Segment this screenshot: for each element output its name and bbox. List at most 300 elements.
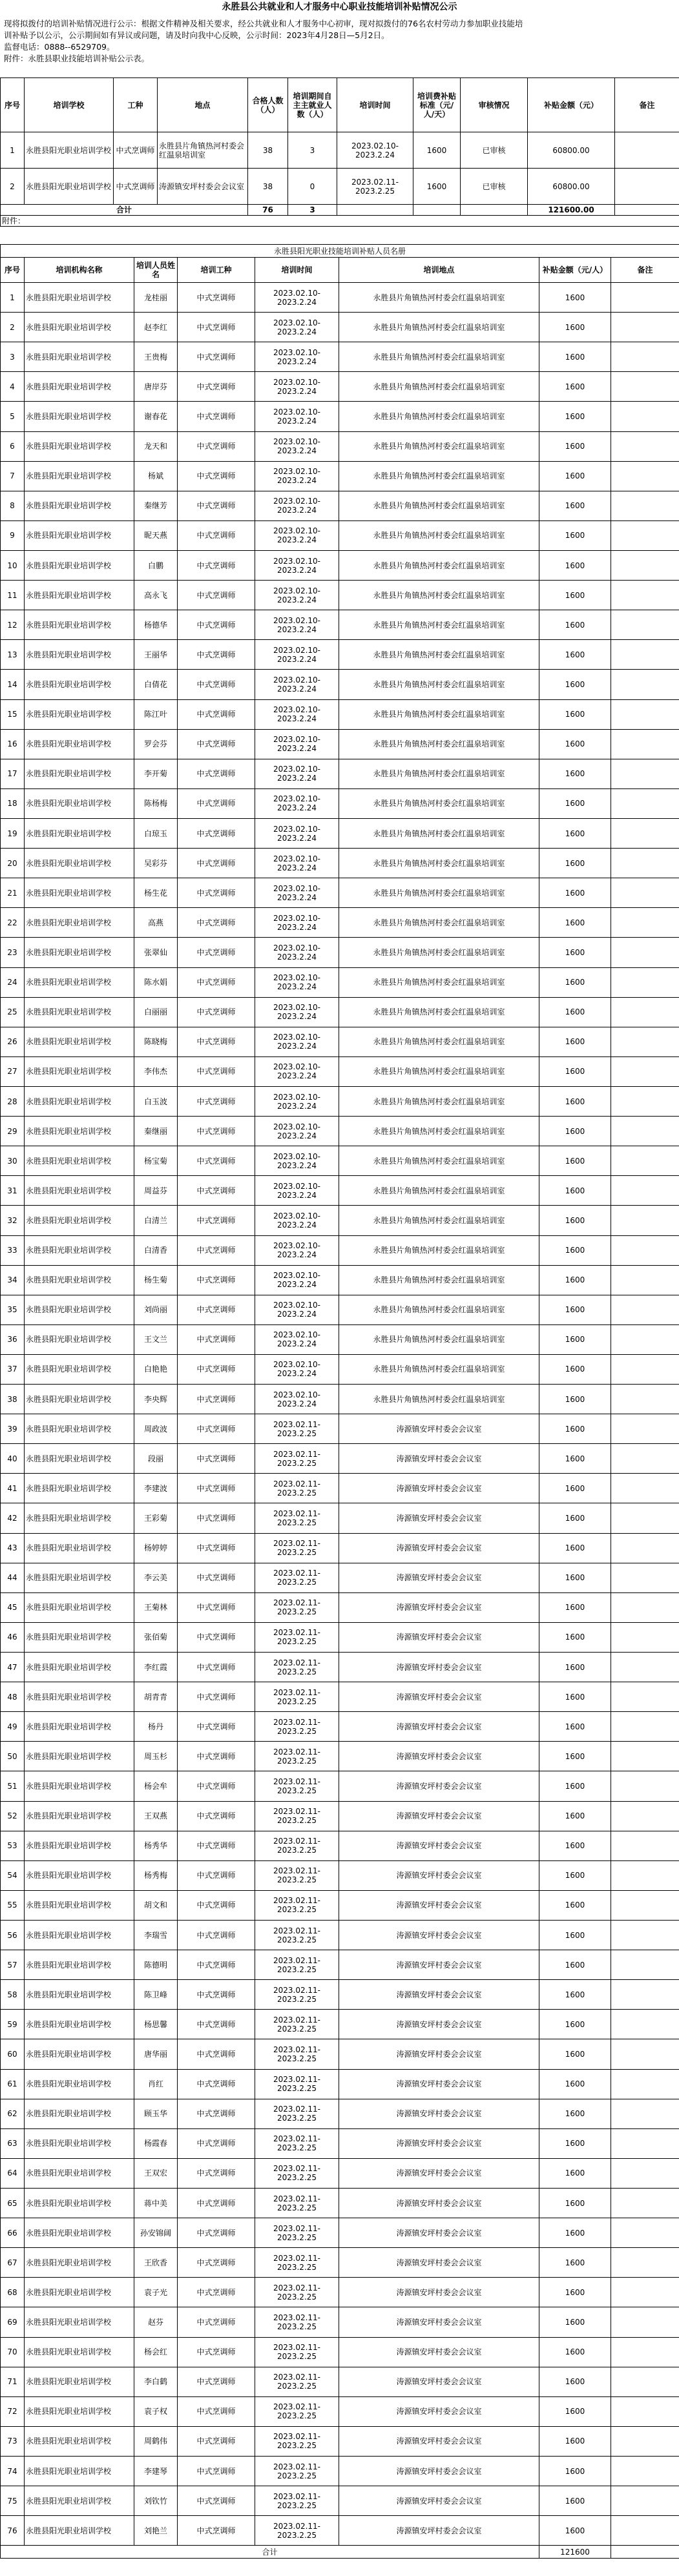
row-number: 66 bbox=[1, 2218, 25, 2248]
training-period: 2023.02.10-2023.2.24 bbox=[255, 610, 339, 640]
column-header: 补贴金额（元） bbox=[528, 78, 615, 132]
training-period: 2023.02.10-2023.2.24 bbox=[255, 849, 339, 878]
remark bbox=[611, 2367, 679, 2396]
table-row bbox=[1, 461, 679, 491]
training-location: 永胜县片角镇热河村委会红温泉培训室 bbox=[339, 520, 539, 550]
remark bbox=[611, 818, 679, 848]
subsidy-amount: 1600 bbox=[539, 759, 611, 788]
row-number: 41 bbox=[1, 1474, 25, 1503]
trade: 中式烹调师 bbox=[178, 908, 255, 938]
subsidy-amount: 1600 bbox=[539, 610, 611, 640]
table-row bbox=[1, 849, 679, 878]
trade: 中式烹调师 bbox=[178, 1712, 255, 1742]
subsidy-amount: 1600 bbox=[539, 520, 611, 550]
trade: 中式烹调师 bbox=[178, 2158, 255, 2188]
table-header-row bbox=[1, 258, 679, 283]
training-period: 2023.02.11-2023.2.25 bbox=[255, 1921, 339, 1950]
remark bbox=[611, 849, 679, 878]
trainee-name: 孙安锦阔 bbox=[134, 2218, 178, 2248]
training-location: 永胜县片角镇热河村委会红温泉培训室 bbox=[339, 997, 539, 1027]
remark bbox=[611, 2248, 679, 2278]
training-location: 永胜县片角镇热河村委会红温泉培训室 bbox=[339, 1086, 539, 1116]
remark bbox=[611, 1176, 679, 1206]
trainee-name: 陈江叶 bbox=[134, 699, 178, 729]
school-name: 永胜县阳光职业培训学校 bbox=[25, 1950, 134, 1980]
school-name: 永胜县阳光职业培训学校 bbox=[25, 1801, 134, 1831]
remark bbox=[611, 1235, 679, 1265]
training-period: 2023.02.11-2023.2.25 bbox=[255, 1503, 339, 1533]
table-row bbox=[1, 818, 679, 848]
table-row bbox=[1, 2069, 679, 2099]
table-row bbox=[1, 788, 679, 818]
trainee-name: 王双燕 bbox=[134, 1801, 178, 1831]
row-number: 75 bbox=[1, 2486, 25, 2516]
column-header: 培训工种 bbox=[178, 258, 255, 283]
column-header: 培训费补贴标准（元/人/天） bbox=[413, 78, 461, 132]
trade: 中式烹调师 bbox=[178, 1563, 255, 1592]
row-number: 70 bbox=[1, 2337, 25, 2367]
subsidy-amount: 1600 bbox=[539, 849, 611, 878]
school-name: 永胜县阳光职业培训学校 bbox=[25, 2218, 134, 2248]
training-period: 2023.02.11-2023.2.25 bbox=[255, 2396, 339, 2426]
trainee-name: 谢春花 bbox=[134, 402, 178, 431]
subsidy-amount: 1600 bbox=[539, 699, 611, 729]
training-location: 涛源镇安坪村委会会议室 bbox=[339, 1950, 539, 1980]
table-cell: 0 bbox=[288, 169, 337, 205]
school-name: 永胜县阳光职业培训学校 bbox=[25, 313, 134, 342]
subsidy-amount: 1600 bbox=[539, 2337, 611, 2367]
training-period: 2023.02.10-2023.2.24 bbox=[255, 1235, 339, 1265]
training-period: 2023.02.11-2023.2.25 bbox=[255, 1890, 339, 1920]
trainee-name: 王双宏 bbox=[134, 2158, 178, 2188]
school-name: 永胜县阳光职业培训学校 bbox=[25, 342, 134, 372]
school-name: 永胜县阳光职业培训学校 bbox=[25, 818, 134, 848]
training-period: 2023.02.11-2023.2.25 bbox=[255, 2039, 339, 2069]
training-location: 涛源镇安坪村委会会议室 bbox=[339, 2516, 539, 2546]
training-location: 涛源镇安坪村委会会议室 bbox=[339, 1771, 539, 1801]
school-name: 永胜县阳光职业培训学校 bbox=[25, 2158, 134, 2188]
row-number: 7 bbox=[1, 461, 25, 491]
training-period: 2023.02.11-2023.2.25 bbox=[255, 1980, 339, 2010]
training-location: 永胜县片角镇热河村委会红温泉培训室 bbox=[339, 1235, 539, 1265]
table-row bbox=[1, 1771, 679, 1801]
table-header-row bbox=[1, 78, 679, 132]
school-name: 永胜县阳光职业培训学校 bbox=[25, 729, 134, 759]
row-number: 46 bbox=[1, 1622, 25, 1652]
trade: 中式烹调师 bbox=[178, 759, 255, 788]
trainee-name: 李云美 bbox=[134, 1563, 178, 1592]
table-row bbox=[1, 1622, 679, 1652]
remark bbox=[611, 729, 679, 759]
school-name: 永胜县阳光职业培训学校 bbox=[25, 610, 134, 640]
row-number: 38 bbox=[1, 1385, 25, 1414]
trade: 中式烹调师 bbox=[178, 1444, 255, 1474]
row-number: 62 bbox=[1, 2099, 25, 2128]
training-location: 涛源镇安坪村委会会议室 bbox=[339, 2248, 539, 2278]
subsidy-amount: 1600 bbox=[539, 1027, 611, 1056]
remark bbox=[611, 610, 679, 640]
trainee-name: 吴彩芬 bbox=[134, 849, 178, 878]
subsidy-amount: 1600 bbox=[539, 2039, 611, 2069]
trade: 中式烹调师 bbox=[178, 1682, 255, 1712]
trainee-name: 白清香 bbox=[134, 1235, 178, 1265]
training-location: 永胜县片角镇热河村委会红温泉培训室 bbox=[339, 1324, 539, 1354]
table-row bbox=[1, 2010, 679, 2039]
total-label: 合计 bbox=[1, 2546, 539, 2559]
trainee-name: 秦继丽 bbox=[134, 1117, 178, 1146]
school-name: 永胜县阳光职业培训学校 bbox=[25, 2307, 134, 2337]
table-caption: 永胜县阳光职业技能培训补贴人员名册 bbox=[1, 245, 679, 258]
training-location: 永胜县片角镇热河村委会红温泉培训室 bbox=[339, 283, 539, 313]
training-period: 2023.02.10-2023.2.24 bbox=[255, 402, 339, 431]
table-row bbox=[1, 1801, 679, 1831]
remark bbox=[611, 491, 679, 520]
trade: 中式烹调师 bbox=[178, 2010, 255, 2039]
total-row bbox=[1, 205, 679, 216]
training-location: 涛源镇安坪村委会会议室 bbox=[339, 1563, 539, 1592]
row-number: 24 bbox=[1, 967, 25, 997]
trainee-name: 罗会芬 bbox=[134, 729, 178, 759]
remark bbox=[611, 2486, 679, 2516]
remark bbox=[611, 908, 679, 938]
school-name: 永胜县阳光职业培训学校 bbox=[25, 1176, 134, 1206]
training-location: 永胜县片角镇热河村委会红温泉培训室 bbox=[339, 581, 539, 610]
remark bbox=[611, 520, 679, 550]
row-number: 30 bbox=[1, 1146, 25, 1176]
remark bbox=[611, 2396, 679, 2426]
table-row bbox=[1, 1890, 679, 1920]
remark bbox=[611, 461, 679, 491]
trainee-name: 杨生菊 bbox=[134, 1265, 178, 1295]
table-cell bbox=[413, 205, 461, 216]
training-location: 永胜县片角镇热河村委会红温泉培训室 bbox=[339, 431, 539, 461]
training-period: 2023.02.11-2023.2.25 bbox=[255, 2278, 339, 2307]
training-location: 永胜县片角镇热河村委会红温泉培训室 bbox=[339, 908, 539, 938]
row-number: 14 bbox=[1, 670, 25, 699]
row-number: 43 bbox=[1, 1533, 25, 1563]
subsidy-amount: 1600 bbox=[539, 2486, 611, 2516]
subsidy-amount: 1600 bbox=[539, 1653, 611, 1682]
remark bbox=[611, 1860, 679, 1890]
remark bbox=[611, 1027, 679, 1056]
trade: 中式烹调师 bbox=[178, 283, 255, 313]
row-number: 21 bbox=[1, 878, 25, 908]
row-number: 6 bbox=[1, 431, 25, 461]
trainee-name: 刘尚丽 bbox=[134, 1295, 178, 1324]
subsidy-amount: 1600 bbox=[539, 1563, 611, 1592]
trainee-name: 白丽丽 bbox=[134, 997, 178, 1027]
school-name: 永胜县阳光职业培训学校 bbox=[25, 1444, 134, 1474]
training-location: 涛源镇安坪村委会会议室 bbox=[339, 2426, 539, 2456]
remark bbox=[611, 1265, 679, 1295]
notice-text bbox=[4, 18, 669, 65]
row-number: 19 bbox=[1, 818, 25, 848]
table-row bbox=[1, 2367, 679, 2396]
trainee-name: 白倩花 bbox=[134, 670, 178, 699]
trade: 中式烹调师 bbox=[178, 788, 255, 818]
remark bbox=[611, 1503, 679, 1533]
row-number: 54 bbox=[1, 1860, 25, 1890]
remark bbox=[611, 2337, 679, 2367]
school-name: 永胜县阳光职业培训学校 bbox=[25, 670, 134, 699]
trainee-name: 陈杨梅 bbox=[134, 788, 178, 818]
table-row bbox=[1, 1533, 679, 1563]
school-name: 永胜县阳光职业培训学校 bbox=[25, 1265, 134, 1295]
table-row bbox=[1, 1592, 679, 1622]
school-name: 永胜县阳光职业培训学校 bbox=[25, 2189, 134, 2218]
row-number: 57 bbox=[1, 1950, 25, 1980]
trade: 中式烹调师 bbox=[178, 1414, 255, 1444]
training-period: 2023.02.10-2023.2.24 bbox=[255, 938, 339, 967]
school-name: 永胜县阳光职业培训学校 bbox=[25, 1771, 134, 1801]
remark bbox=[611, 2218, 679, 2248]
trade: 中式烹调师 bbox=[178, 402, 255, 431]
subsidy-amount: 1600 bbox=[539, 1801, 611, 1831]
training-location: 涛源镇安坪村委会会议室 bbox=[339, 2010, 539, 2039]
table-row bbox=[1, 342, 679, 372]
table-row bbox=[1, 1980, 679, 2010]
column-header: 序号 bbox=[1, 78, 25, 132]
remark bbox=[611, 1354, 679, 1384]
training-location: 永胜县片角镇热河村委会红温泉培训室 bbox=[339, 759, 539, 788]
row-number: 76 bbox=[1, 2516, 25, 2546]
training-location: 永胜县片角镇热河村委会红温泉培训室 bbox=[339, 1056, 539, 1086]
school-name: 永胜县阳光职业培训学校 bbox=[25, 2456, 134, 2486]
training-location: 永胜县片角镇热河村委会红温泉培训室 bbox=[339, 372, 539, 402]
trade: 中式烹调师 bbox=[178, 1921, 255, 1950]
school-name: 永胜县阳光职业培训学校 bbox=[25, 1563, 134, 1592]
remark bbox=[611, 1533, 679, 1563]
trade: 中式烹调师 bbox=[178, 610, 255, 640]
remark bbox=[611, 1653, 679, 1682]
roster-table bbox=[0, 244, 679, 2559]
remark bbox=[611, 1831, 679, 1860]
remark bbox=[611, 1682, 679, 1712]
remark bbox=[611, 1921, 679, 1950]
training-period: 2023.02.11-2023.2.25 bbox=[255, 1831, 339, 1860]
training-period: 2023.02.10-2023.2.24 bbox=[255, 1385, 339, 1414]
subsidy-amount: 1600 bbox=[539, 402, 611, 431]
training-location: 涛源镇安坪村委会会议室 bbox=[339, 1622, 539, 1652]
total-row bbox=[1, 2546, 679, 2559]
remark bbox=[611, 2516, 679, 2546]
table-row bbox=[1, 2189, 679, 2218]
trainee-name: 李伟杰 bbox=[134, 1056, 178, 1086]
table-row bbox=[1, 520, 679, 550]
trade: 中式烹调师 bbox=[178, 342, 255, 372]
subsidy-amount: 1600 bbox=[539, 1117, 611, 1146]
table-row bbox=[1, 1354, 679, 1384]
training-location: 涛源镇安坪村委会会议室 bbox=[339, 1831, 539, 1860]
column-header: 培训机构名称 bbox=[25, 258, 134, 283]
training-location: 涛源镇安坪村委会会议室 bbox=[339, 1592, 539, 1622]
remark bbox=[611, 1444, 679, 1474]
training-location: 涛源镇安坪村委会会议室 bbox=[339, 1742, 539, 1771]
training-period: 2023.02.10-2023.2.24 bbox=[255, 1117, 339, 1146]
training-period: 2023.02.11-2023.2.25 bbox=[255, 2337, 339, 2367]
training-period: 2023.02.10-2023.2.24 bbox=[255, 878, 339, 908]
training-period: 2023.02.11-2023.2.25 bbox=[255, 2486, 339, 2516]
school-name: 永胜县阳光职业培训学校 bbox=[25, 2248, 134, 2278]
table-cell bbox=[615, 169, 679, 205]
trainee-name: 陈晓梅 bbox=[134, 1027, 178, 1056]
subsidy-amount: 1600 bbox=[539, 1324, 611, 1354]
trade: 中式烹调师 bbox=[178, 313, 255, 342]
trade: 中式烹调师 bbox=[178, 2218, 255, 2248]
training-location: 永胜县片角镇热河村委会红温泉培训室 bbox=[339, 550, 539, 580]
trainee-name: 周益芬 bbox=[134, 1176, 178, 1206]
table-row bbox=[1, 1265, 679, 1295]
subsidy-amount: 1600 bbox=[539, 491, 611, 520]
table-row bbox=[1, 1563, 679, 1592]
row-number: 31 bbox=[1, 1176, 25, 1206]
trainee-name: 胡青青 bbox=[134, 1682, 178, 1712]
table-cell: 60800.00 bbox=[528, 169, 615, 205]
remark bbox=[611, 2189, 679, 2218]
school-name: 永胜县阳光职业培训学校 bbox=[25, 1860, 134, 1890]
subsidy-amount: 1600 bbox=[539, 997, 611, 1027]
remark bbox=[611, 2099, 679, 2128]
row-number: 11 bbox=[1, 581, 25, 610]
table-row bbox=[1, 1117, 679, 1146]
training-location: 永胜县片角镇热河村委会红温泉培训室 bbox=[339, 491, 539, 520]
training-period: 2023.02.10-2023.2.24 bbox=[255, 908, 339, 938]
training-period: 2023.02.11-2023.2.25 bbox=[255, 1414, 339, 1444]
trade: 中式烹调师 bbox=[178, 1801, 255, 1831]
trade: 中式烹调师 bbox=[178, 2486, 255, 2516]
school-name: 永胜县阳光职业培训学校 bbox=[25, 2039, 134, 2069]
table-cell: 永胜县片角镇热河村委会红温泉培训室 bbox=[158, 132, 248, 169]
training-period: 2023.02.10-2023.2.24 bbox=[255, 788, 339, 818]
trainee-name: 杨婷婷 bbox=[134, 1533, 178, 1563]
remark bbox=[611, 1056, 679, 1086]
subsidy-amount: 1600 bbox=[539, 1086, 611, 1116]
row-number: 73 bbox=[1, 2426, 25, 2456]
trainee-name: 陈德明 bbox=[134, 1950, 178, 1980]
training-period: 2023.02.10-2023.2.24 bbox=[255, 1295, 339, 1324]
trainee-name: 李白鹤 bbox=[134, 2367, 178, 2396]
training-location: 永胜县片角镇热河村委会红温泉培训室 bbox=[339, 1206, 539, 1235]
table-row bbox=[1, 1176, 679, 1206]
training-location: 涛源镇安坪村委会会议室 bbox=[339, 1921, 539, 1950]
table-row bbox=[1, 491, 679, 520]
trainee-name: 杨斌 bbox=[134, 461, 178, 491]
school-name: 永胜县阳光职业培训学校 bbox=[25, 788, 134, 818]
training-location: 涛源镇安坪村委会会议室 bbox=[339, 1682, 539, 1712]
trainee-name: 肖红 bbox=[134, 2069, 178, 2099]
table-cell: 永胜县阳光职业培训学校 bbox=[25, 132, 114, 169]
row-number: 15 bbox=[1, 699, 25, 729]
table-cell: 3 bbox=[288, 132, 337, 169]
training-location: 永胜县片角镇热河村委会红温泉培训室 bbox=[339, 938, 539, 967]
table-row bbox=[1, 2307, 679, 2337]
remark bbox=[611, 1474, 679, 1503]
row-number: 61 bbox=[1, 2069, 25, 2099]
training-period: 2023.02.11-2023.2.25 bbox=[255, 2248, 339, 2278]
table-row bbox=[1, 1742, 679, 1771]
school-name: 永胜县阳光职业培训学校 bbox=[25, 1324, 134, 1354]
training-location: 永胜县片角镇热河村委会红温泉培训室 bbox=[339, 313, 539, 342]
trade: 中式烹调师 bbox=[178, 520, 255, 550]
remark bbox=[611, 1801, 679, 1831]
remark bbox=[611, 1295, 679, 1324]
row-number: 72 bbox=[1, 2396, 25, 2426]
training-location: 永胜县片角镇热河村委会红温泉培训室 bbox=[339, 818, 539, 848]
trade: 中式烹调师 bbox=[178, 1086, 255, 1116]
school-name: 永胜县阳光职业培训学校 bbox=[25, 878, 134, 908]
trade: 中式烹调师 bbox=[178, 2248, 255, 2278]
row-number: 32 bbox=[1, 1206, 25, 1235]
trade: 中式烹调师 bbox=[178, 372, 255, 402]
column-header: 序号 bbox=[1, 258, 25, 283]
school-name: 永胜县阳光职业培训学校 bbox=[25, 2516, 134, 2546]
trade: 中式烹调师 bbox=[178, 1742, 255, 1771]
school-name: 永胜县阳光职业培训学校 bbox=[25, 1474, 134, 1503]
subsidy-amount: 1600 bbox=[539, 908, 611, 938]
trade: 中式烹调师 bbox=[178, 1385, 255, 1414]
school-name: 永胜县阳光职业培训学校 bbox=[25, 1206, 134, 1235]
row-number: 2 bbox=[1, 313, 25, 342]
training-location: 永胜县片角镇热河村委会红温泉培训室 bbox=[339, 461, 539, 491]
school-name: 永胜县阳光职业培训学校 bbox=[25, 640, 134, 670]
table-row bbox=[1, 1653, 679, 1682]
trainee-name: 王彩菊 bbox=[134, 1503, 178, 1533]
trainee-name: 白鹏 bbox=[134, 550, 178, 580]
subsidy-amount: 1600 bbox=[539, 1950, 611, 1980]
table-cell: 2023.02.10-2023.2.24 bbox=[337, 132, 413, 169]
table-cell: 涛源镇安坪村委会会议室 bbox=[158, 169, 248, 205]
trainee-name: 高燕 bbox=[134, 908, 178, 938]
remark bbox=[611, 2158, 679, 2188]
remark bbox=[611, 1385, 679, 1414]
school-name: 永胜县阳光职业培训学校 bbox=[25, 699, 134, 729]
subsidy-amount: 1600 bbox=[539, 1235, 611, 1265]
training-location: 涛源镇安坪村委会会议室 bbox=[339, 1712, 539, 1742]
trainee-name: 杨会牟 bbox=[134, 1771, 178, 1801]
school-name: 永胜县阳光职业培训学校 bbox=[25, 1592, 134, 1622]
subsidy-amount: 1600 bbox=[539, 1622, 611, 1652]
school-name: 永胜县阳光职业培训学校 bbox=[25, 1682, 134, 1712]
trade: 中式烹调师 bbox=[178, 1980, 255, 2010]
table-row bbox=[1, 759, 679, 788]
trade: 中式烹调师 bbox=[178, 1354, 255, 1384]
table-row bbox=[1, 1950, 679, 1980]
training-period: 2023.02.11-2023.2.25 bbox=[255, 1682, 339, 1712]
training-location: 永胜县片角镇热河村委会红温泉培训室 bbox=[339, 1027, 539, 1056]
subsidy-amount: 1600 bbox=[539, 1592, 611, 1622]
remark bbox=[611, 997, 679, 1027]
subsidy-amount: 1600 bbox=[539, 1890, 611, 1920]
subsidy-amount: 1600 bbox=[539, 878, 611, 908]
trainee-name: 龙桂丽 bbox=[134, 283, 178, 313]
training-period: 2023.02.10-2023.2.24 bbox=[255, 1176, 339, 1206]
school-name: 永胜县阳光职业培训学校 bbox=[25, 1921, 134, 1950]
trainee-name: 高永飞 bbox=[134, 581, 178, 610]
training-location: 涛源镇安坪村委会会议室 bbox=[339, 1980, 539, 2010]
row-number: 35 bbox=[1, 1295, 25, 1324]
column-header: 工种 bbox=[114, 78, 158, 132]
training-location: 涛源镇安坪村委会会议室 bbox=[339, 2307, 539, 2337]
training-period: 2023.02.11-2023.2.25 bbox=[255, 1653, 339, 1682]
trainee-name: 龙天和 bbox=[134, 431, 178, 461]
school-name: 永胜县阳光职业培训学校 bbox=[25, 1295, 134, 1324]
subsidy-amount: 1600 bbox=[539, 2010, 611, 2039]
row-number: 40 bbox=[1, 1444, 25, 1474]
row-number: 55 bbox=[1, 1890, 25, 1920]
training-period: 2023.02.11-2023.2.25 bbox=[255, 2128, 339, 2158]
table-row bbox=[1, 1921, 679, 1950]
subsidy-amount: 1600 bbox=[539, 938, 611, 967]
